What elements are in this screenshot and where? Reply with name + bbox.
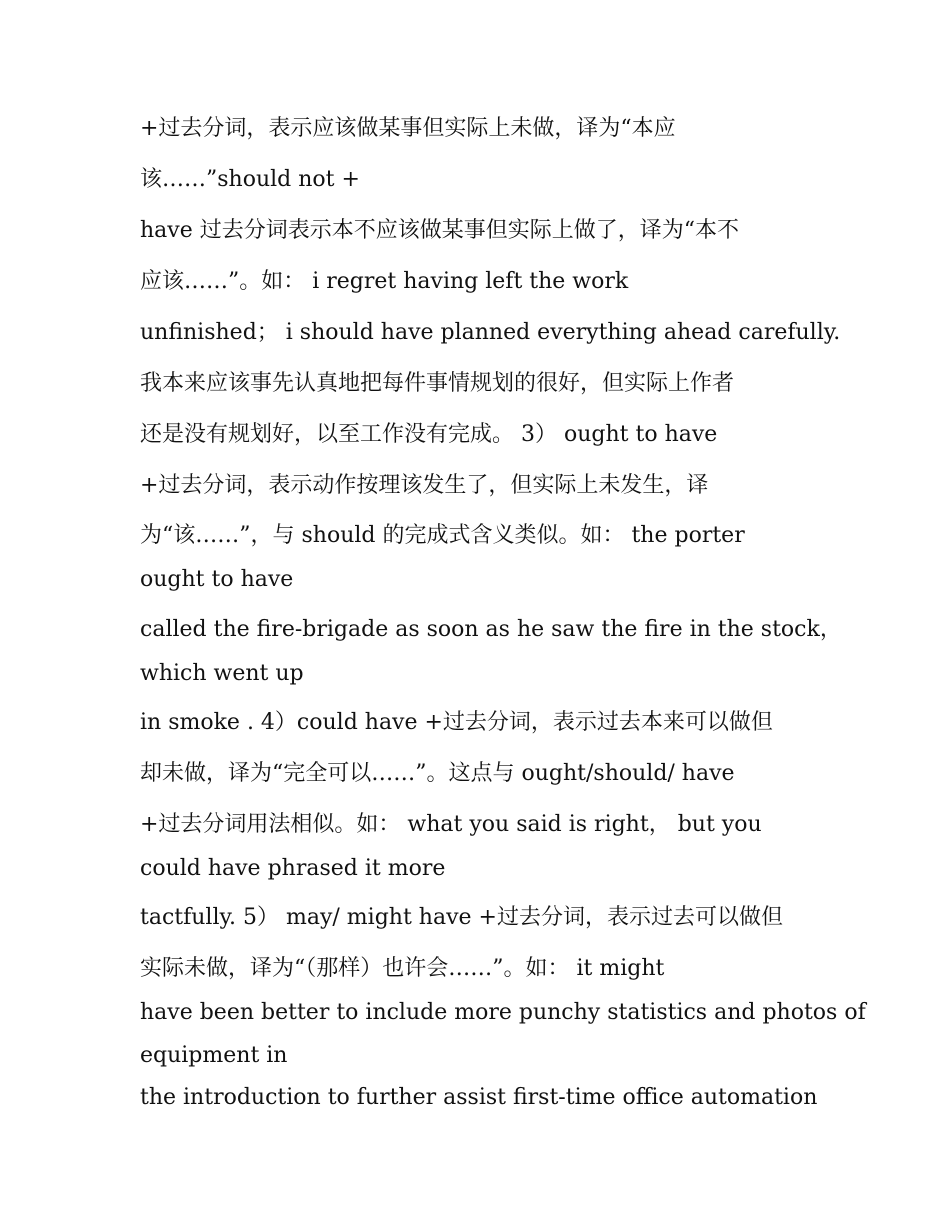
- text-line: ought to have: [140, 567, 294, 592]
- text-line: called the fire-brigade as soon as he saw the fire in the stock，: [140, 617, 842, 642]
- text-line: +过去分词，表示应该做某事但实际上未做，译为“本应: [140, 116, 676, 141]
- text-line: 为“该……”，与 should 的完成式含义类似。如： the porter: [140, 523, 745, 548]
- text-line: the introduction to further assist first-time office automation: [140, 1085, 818, 1110]
- text-line: 还是没有规划好，以至工作没有完成。 3） ought to have: [140, 422, 718, 447]
- text-line: 该……”should not +: [140, 167, 360, 192]
- text-line: which went up: [140, 661, 304, 686]
- text-line: tactfully. 5） may/ might have +过去分词，表示过去可以做但: [140, 905, 783, 930]
- text-line: 我本来应该事先认真地把每件事情规划的很好，但实际上作者: [140, 371, 735, 396]
- text-line: have 过去分词表示本不应该做某事但实际上做了，译为“本不: [140, 218, 739, 243]
- text-line: unfinished； i should have planned everything ahead carefully.: [140, 320, 841, 345]
- text-line: have been better to include more punchy statistics and photos of: [140, 1000, 866, 1025]
- text-line: in smoke . 4）could have +过去分词，表示过去本来可以做但: [140, 710, 773, 735]
- text-line: +过去分词用法相似。如： what you said is right， but you: [140, 812, 762, 837]
- text-line: 实际未做，译为“（那样）也许会……”。如： it might: [140, 956, 665, 981]
- text-line: 却未做，译为“完全可以……”。这点与 ought/should/ have: [140, 761, 735, 786]
- text-line: equipment in: [140, 1043, 288, 1068]
- text-line: could have phrased it more: [140, 856, 446, 881]
- text-line: 应该……”。如： i regret having left the work: [140, 269, 629, 294]
- text-line: +过去分词，表示动作按理该发生了，但实际上未发生，译: [140, 473, 709, 498]
